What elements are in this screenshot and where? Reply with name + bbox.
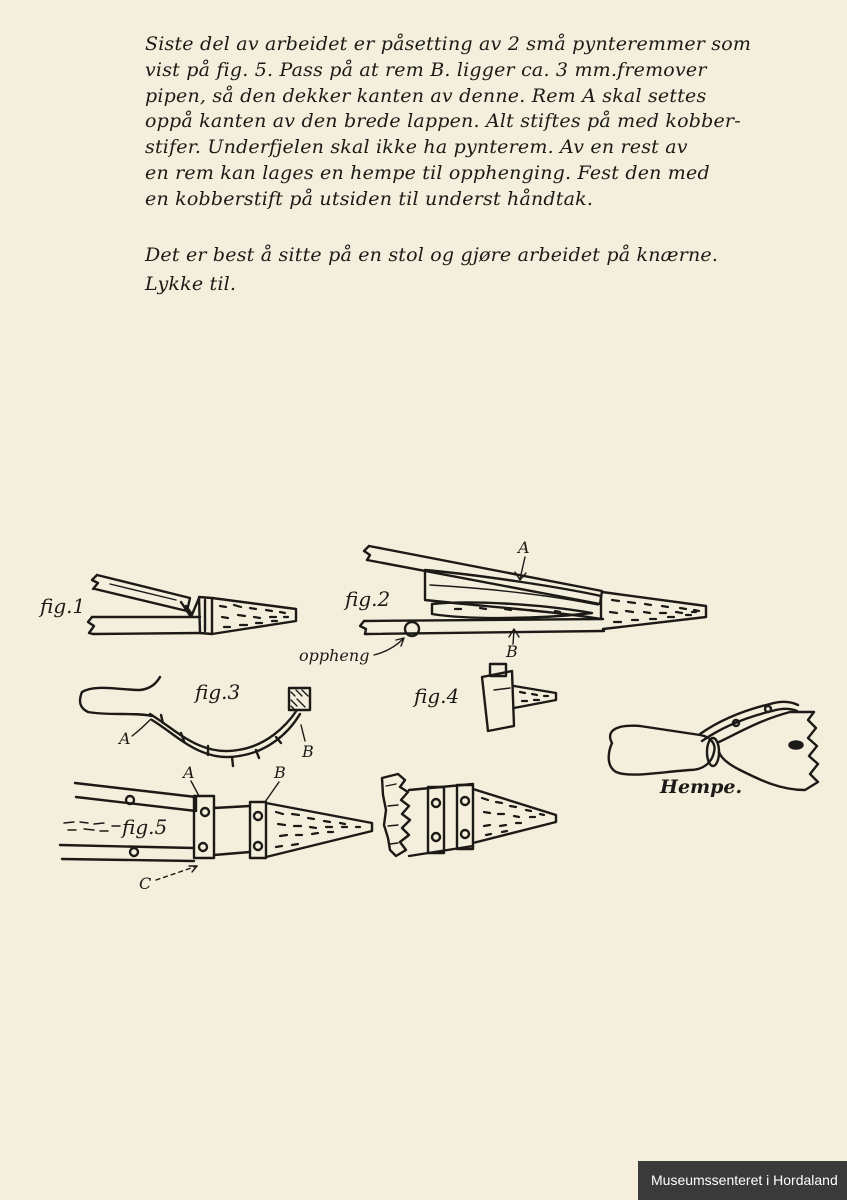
figure-5-airflow-marks [64, 822, 120, 831]
figure-4-nozzle [514, 686, 556, 708]
figure-5-strap-a-pointer [181, 763, 199, 796]
strap-a-label: A [183, 763, 195, 782]
figure-3-strap-a-pointer [117, 719, 151, 748]
figure-5-top-board [75, 783, 196, 811]
figure-3-strap [150, 710, 300, 766]
top-strap [700, 702, 798, 741]
sign-off: Lykke til. [145, 273, 237, 295]
strap-a-label: A [119, 729, 131, 748]
figure-2 [299, 538, 706, 665]
figure-5-bottom-board [60, 845, 194, 861]
text-line: vist på fig. 5. Pass på at rem B. ligger ca. 3 mm.fremover [145, 58, 707, 81]
figure-5-c-pointer [139, 866, 197, 893]
figure-5-nozzle [266, 803, 372, 857]
figure-2-hanger-pointer [299, 622, 419, 665]
figure-3-label: fig.3 [195, 680, 241, 704]
hanger-strap-sketch [609, 702, 818, 798]
strap [428, 787, 444, 853]
strap-b-label: B [506, 642, 518, 661]
finished-bellows-sketch [382, 774, 556, 856]
hanger-label: oppheng [299, 646, 370, 665]
nozzle-base [409, 784, 473, 856]
figure-3-handle [80, 677, 160, 716]
figure-4-nozzle-texture [520, 692, 548, 701]
hanger-sketch-label: Hempe. [660, 776, 743, 798]
figure-5-nozzle-base [214, 806, 250, 855]
strap-b-label: B [274, 763, 286, 782]
board-nail [130, 848, 138, 856]
figure-1-top-board [92, 575, 190, 611]
figure-1-label: fig.1 [40, 594, 86, 618]
strap-b-label: B [302, 742, 314, 761]
figure-2-nozzle [602, 592, 706, 629]
figure-3 [80, 677, 314, 766]
figure-2-bellows-leather [425, 570, 601, 619]
text-line: en rem kan lages en hempe til opphenging. Fest den med [145, 161, 710, 184]
figure-1-nozzle-base [199, 597, 212, 634]
text-line: Det er best å sitte på en stol og gjøre arbeidet på knærne. [145, 244, 719, 266]
figure-2-strap-b-pointer [505, 629, 519, 661]
figure-4-label: fig.4 [414, 684, 460, 708]
figure-5-label: fig.5 [122, 815, 168, 839]
text-line: pipen, så den dekker kanten av denne. Rem A skal settes [145, 84, 707, 107]
air-hole [789, 741, 803, 749]
c-label: C [139, 874, 152, 893]
figure-3-strap-end [289, 688, 310, 710]
figure-4-block [482, 664, 514, 731]
figure-5 [60, 763, 372, 893]
figure-2-label: fig.2 [345, 587, 391, 611]
text-line: oppå kanten av den brede lappen. Alt stiftes på med kobber- [145, 110, 741, 133]
strap-a-label: A [518, 538, 530, 557]
text-line: Siste del av arbeidet er påsetting av 2 små pynteremmer som [145, 33, 752, 55]
museum-watermark: Museumssenteret i Hordaland [638, 1161, 847, 1200]
figure-5-strap-b [250, 802, 266, 858]
text-line: stifer. Underfjelen skal ikke ha pynterem. Av en rest av [145, 136, 688, 159]
figure-2-top-board [364, 546, 602, 604]
strap [457, 785, 473, 849]
figure-1 [38, 575, 296, 634]
figure-3-strap-b-pointer [301, 725, 314, 761]
figure-2-bottom-board [360, 619, 604, 634]
handle [609, 726, 715, 775]
nozzle-texture [482, 798, 544, 835]
figure-1-bottom-board [88, 617, 200, 634]
figure-5-strap-b-pointer [265, 763, 286, 802]
figure-4 [412, 664, 556, 731]
text-line: en kobberstift på utsiden til underst håndtak. [145, 187, 594, 210]
